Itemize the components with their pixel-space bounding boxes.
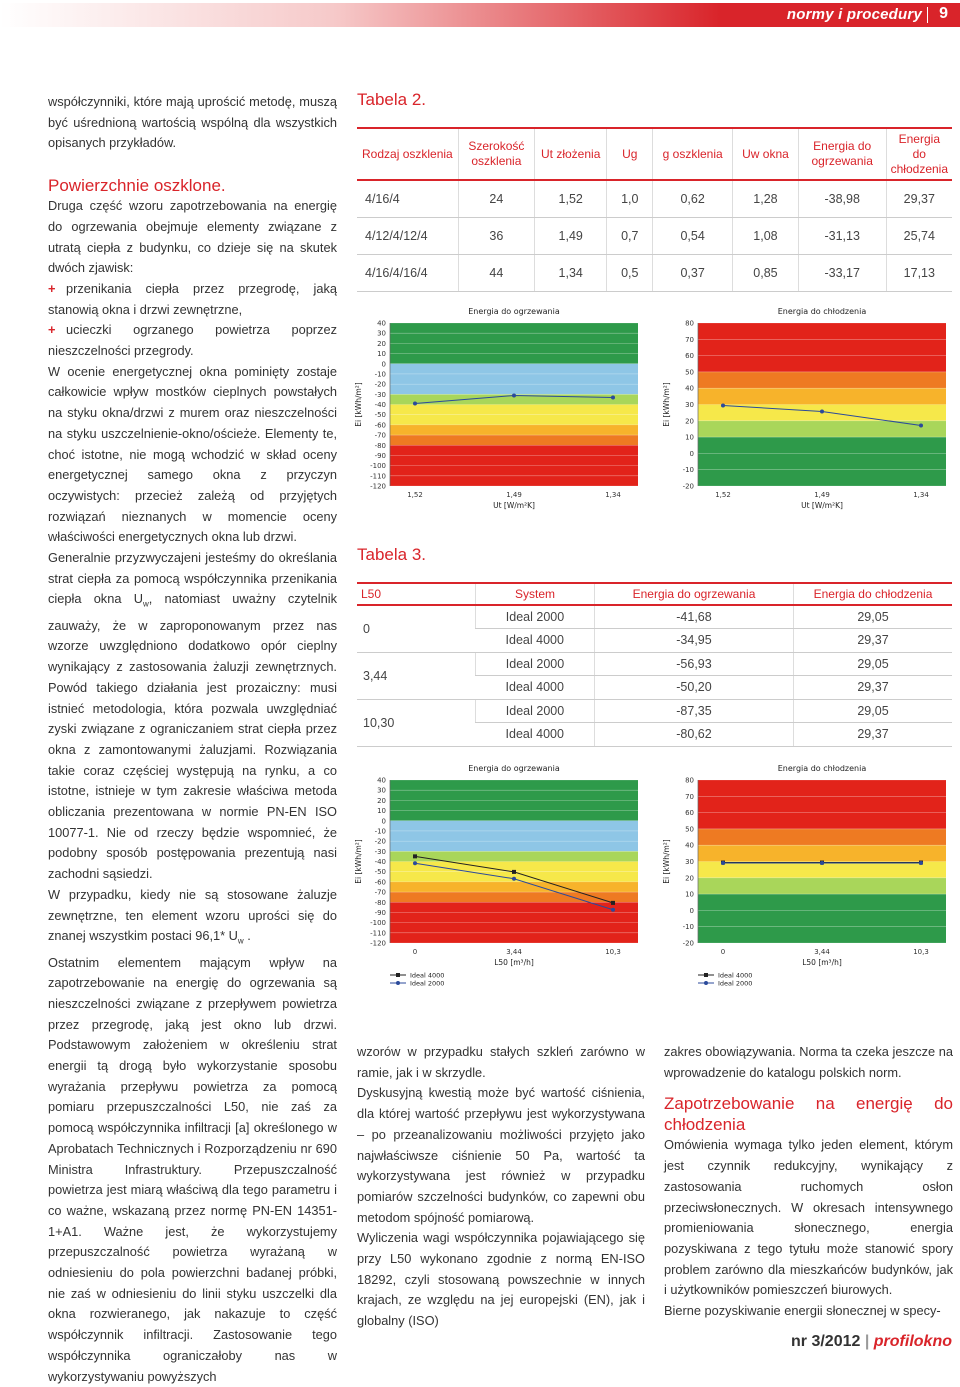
table-cell: 29,37 [794, 676, 953, 700]
color-band [390, 333, 638, 343]
text-run: . [243, 928, 251, 944]
l50-cell: 3,44 [357, 652, 476, 699]
color-band [698, 813, 946, 829]
table-2 [357, 127, 952, 292]
y-axis-label: Ei [kWh/m²] [354, 382, 363, 427]
table-cell: -56,93 [595, 652, 794, 676]
table-cell: 1,08 [733, 217, 799, 254]
y-tick-label: -10 [374, 827, 386, 836]
color-band [390, 902, 638, 912]
paragraph: wzorów w przypadku stałych szkleń zarówno w ramie, jak i w skrzydle. [357, 1044, 645, 1080]
paragraph: Ostatnim elementem mającym wpływ na zapotrzebowanie na energię do ogrzewania są nieszczelności związane z przepływem powietrza przez przegrodę, jaką jest okno lub drzwi. Podstawowym założeniem w określeniu strat energii tą drogą było wykorzystanie sposobu wyrażania przepływu powietrza za pomocą pomiaru przepuszczalności L50, nie zaś za pomocą współczynnika infiltracji [a] określonego w Aprobatach Technicznych i Rozporządzeniu nr 690 Ministra Infrastruktury. Przepuszczalność powietrza jest miarą właściwą dla tego parametru i co ważne, wskazaną przez normę PN-EN 14351-1+A1. Ważne jest, że wykorzystujemy przepuszczalność powietrza wyrażaną w odniesieniu do pola powierzchni badanej próbki, nie zaś w odniesieniu do linii styku uszczelki dla okna rozwieranego, jak nakazuje to część współczynnik infiltracji. Zastosowanie tego współczynnika ograniczałoby nas w wykorzystywaniu powyższych [48, 954, 337, 1384]
col-header: Ut złożenia [535, 128, 607, 180]
table-2-title: Tabela 2. [357, 90, 426, 109]
chart-title: Energia do ogrzewania [468, 764, 560, 773]
color-band [390, 933, 638, 943]
color-band [390, 841, 638, 851]
subscript: w [142, 600, 149, 610]
table-cell: 29,05 [794, 699, 953, 723]
table-cell: -50,20 [595, 676, 794, 700]
section-title: normy i procedury [786, 6, 922, 23]
paragraph: Bierne pozyskiwanie energii słonecznej w specy- [664, 1303, 941, 1319]
table-cell: Ideal 4000 [476, 629, 595, 653]
x-axis-label: L50 [m³/h] [802, 958, 842, 967]
page-number: 9 [939, 5, 948, 22]
data-point [919, 861, 923, 865]
paragraph: Wyliczenia wagi współczynnika pojawiającego się przy L50 wykonano zgodnie z normą EN-ISO 18292, czyli stosowaną powszechnie w innych krajach, ze względu na jej europejski (EN), jak i globalny (ISO) [357, 1230, 645, 1329]
color-band [390, 354, 638, 364]
chart-cooling-ut [660, 303, 960, 515]
y-tick-label: 0 [381, 360, 386, 369]
y-tick-label: -10 [682, 466, 694, 475]
data-point [413, 401, 417, 405]
data-point [512, 393, 516, 397]
table-cell: 1,49 [535, 217, 607, 254]
legend-marker [396, 981, 400, 985]
color-band [698, 910, 946, 926]
col-header: Rodzaj oszklenia [357, 128, 458, 180]
y-tick-label: -70 [374, 431, 386, 440]
y-tick-label: 30 [377, 786, 386, 795]
color-band [390, 425, 638, 435]
y-tick-label: 30 [377, 329, 386, 338]
paragraph: współczynniki, które mają uprościć metodę, muszą być uśrednioną wartością wspólną dla wszystkich opisanych przykładów. [48, 94, 337, 151]
table-cell: Ideal 4000 [476, 723, 595, 747]
y-tick-label: 50 [685, 825, 694, 834]
table-cell: 4/12/4/12/4 [357, 217, 458, 254]
y-tick-label: -90 [374, 451, 386, 460]
paragraph: Dyskusyjną kwestią może być wartość ciśnienia, dla której wartość przepływu jest wykorzystywana – po przeanalizowaniu możliwości przyjęto jako najwłaściwsze ciśnienie 50 Pa, wartość ta wykorzystywana jest również w przypadku pomiarów szczelności budynków, co zapewni obu metodom spójność pomiarową. [357, 1085, 645, 1225]
color-band [698, 437, 946, 453]
table-cell: 36 [458, 217, 534, 254]
table-cell: 1,52 [535, 180, 607, 217]
color-band [390, 323, 638, 333]
col-header [357, 583, 476, 605]
y-tick-label: -100 [370, 462, 386, 471]
x-tick-label: 1,52 [715, 491, 731, 499]
legend-marker [704, 981, 708, 985]
y-tick-label: 50 [685, 368, 694, 377]
color-band [698, 829, 946, 845]
y-tick-label: 30 [685, 858, 694, 866]
paragraph: zakres obowiązywania. Norma ta czeka jeszcze na wprowadzenie do katalogu polskich norm. [664, 1044, 953, 1080]
table-3 [357, 582, 952, 747]
y-tick-label: 0 [381, 817, 386, 826]
y-tick-label: -70 [374, 888, 386, 897]
y-tick-label: -80 [374, 898, 386, 907]
page-header [0, 0, 960, 30]
color-band [698, 339, 946, 355]
middle-column [357, 1042, 645, 1332]
data-point [413, 854, 417, 858]
data-point [512, 870, 516, 874]
table-cell: -80,62 [595, 723, 794, 747]
y-tick-label: 40 [685, 384, 694, 393]
l50-cell: 10,30 [357, 699, 476, 746]
data-point [721, 404, 725, 408]
y-tick-label: 10 [685, 890, 694, 899]
data-point [611, 396, 615, 400]
table-cell: -41,68 [595, 605, 794, 629]
y-tick-label: -10 [374, 370, 386, 379]
color-band [390, 374, 638, 384]
col-header: System [476, 583, 595, 605]
list-item-text: ucieczki ogrzanego powietrza poprzez nieszczelności przegrody. [48, 322, 337, 359]
color-band [698, 323, 946, 339]
y-tick-label: -110 [370, 929, 386, 938]
table-cell: -31,13 [798, 217, 886, 254]
subscript: w [237, 936, 244, 946]
issue-number: nr 3/2012 [791, 1333, 861, 1350]
legend-label: Ideal 2000 [718, 979, 753, 988]
x-tick-label: 3,44 [506, 948, 522, 956]
color-band [390, 415, 638, 425]
y-tick-label: -100 [370, 919, 386, 928]
table-cell: -87,35 [595, 699, 794, 723]
color-band [390, 851, 638, 861]
color-band [698, 845, 946, 861]
plus-icon: + [48, 322, 56, 338]
table-row [357, 180, 952, 217]
x-axis-label: Ut [W/m²K] [493, 501, 535, 510]
y-axis-label: Ei [kWh/m²] [662, 839, 671, 884]
data-point [611, 908, 615, 912]
table-header-row [357, 583, 952, 605]
text-run: W przypadku, kiedy nie są stosowane żaluzje zewnętrzne, ten element wzoru uprości się do znanej wszystkim postaci 96,1* U [48, 886, 337, 944]
y-tick-label: -40 [374, 401, 386, 409]
x-tick-label: 0 [720, 948, 726, 956]
brand-logo: profilokno [873, 1333, 952, 1350]
table-cell: Ideal 2000 [476, 699, 595, 723]
table-cell: 0,37 [653, 254, 733, 291]
color-band [390, 405, 638, 415]
paragraph [48, 885, 337, 953]
y-tick-label: 10 [377, 807, 386, 816]
data-point [413, 861, 417, 865]
table-header-row [357, 128, 952, 180]
y-tick-label: -60 [374, 421, 386, 430]
color-band [698, 796, 946, 812]
data-point [611, 901, 615, 905]
col-header: Energia do chłodzenia [886, 128, 952, 180]
x-tick-label: 10,3 [913, 948, 929, 956]
plus-icon: + [48, 280, 56, 296]
x-axis-label: Ut [W/m²K] [801, 501, 843, 510]
table-cell: 0,5 [607, 254, 653, 291]
color-band [698, 372, 946, 388]
paragraph: Omówienia wymaga tylko jeden element, którym jest czynnik redukcyjny, wynikający z zastosowania ruchomych osłon przeciwsłonecznych. W okresach intensywnego promieniowania słonecznego, energia pozyskiwana z tego tytułu może stanowić spory problem zarówno dla mieszkańców budynków, jak i użytkowników pomieszczeń biurowych. [664, 1137, 953, 1298]
y-tick-label: -90 [374, 908, 386, 917]
table-row [357, 605, 952, 629]
x-tick-label: 0 [412, 948, 418, 956]
y-axis-label: Ei [kWh/m²] [662, 382, 671, 427]
spacer [48, 154, 337, 175]
text-run: Generalnie przyzwyczajeni jesteśmy do określania strat ciepła za pomocą współczynnika przenikania ciepła okna U [48, 550, 337, 607]
table-cell: Ideal 4000 [476, 676, 595, 700]
col-header: Szerokość oszklenia [458, 128, 534, 180]
left-column [48, 92, 337, 1387]
table-cell: 29,37 [886, 180, 952, 217]
table-row [357, 217, 952, 254]
color-band [390, 821, 638, 831]
col-header: Energia do chłodzenia [794, 583, 953, 605]
y-tick-label: 40 [377, 776, 386, 785]
table-cell: 29,05 [794, 605, 953, 629]
col-header: Energia do ogrzewania [798, 128, 886, 180]
paragraph: W ocenie energetycznej okna pominięty zostaje całkowicie wpływ mostków cieplnych powstałych na styku okna/drzwi z murem oraz nieszczelności na styku uszczelnienie-okno/ościeże. Elementy te, choć istotne, nie mogą wchodzić w skład oceny energetycznej samego okna z przyczyn oczywistych: przecież zależą od przyjętych rozwiązań nieznanych w momencie oceny właściwości energetycznych okna lub drzwi. [48, 363, 337, 545]
y-tick-label: -50 [374, 411, 386, 420]
y-tick-label: 10 [685, 433, 694, 442]
section-heading: Powierzchnie oszklone. [48, 176, 226, 196]
data-point [512, 877, 516, 881]
section-heading: Zapotrzebowanie na energię do chłodzenia [664, 1094, 953, 1135]
chart-cooling-l50 [660, 760, 960, 990]
chart-title: Energia do ogrzewania [468, 307, 560, 316]
color-band [698, 927, 946, 943]
color-band [390, 445, 638, 455]
y-tick-label: -10 [682, 923, 694, 932]
color-band [390, 882, 638, 892]
data-point [820, 409, 824, 413]
table-cell: 44 [458, 254, 534, 291]
color-band [390, 800, 638, 810]
y-tick-label: -120 [370, 482, 386, 491]
data-point [721, 861, 725, 865]
col-header: g oszklenia [653, 128, 733, 180]
table-cell: 24 [458, 180, 534, 217]
legend-label: Ideal 2000 [410, 979, 445, 988]
x-tick-label: 1,49 [814, 491, 830, 499]
table-cell: 1,34 [535, 254, 607, 291]
y-tick-label: 40 [685, 841, 694, 850]
color-band [698, 453, 946, 469]
y-tick-label: 60 [685, 809, 694, 818]
table-cell: Ideal 2000 [476, 652, 595, 676]
color-band [390, 780, 638, 790]
color-band [390, 831, 638, 841]
col-header: Ug [607, 128, 653, 180]
table-cell: 29,37 [794, 723, 953, 747]
y-tick-label: -80 [374, 441, 386, 450]
y-tick-label: -30 [374, 390, 386, 399]
y-tick-label: 0 [689, 449, 694, 458]
y-tick-label: 0 [689, 906, 694, 915]
table-cell: 0,62 [653, 180, 733, 217]
y-tick-label: 80 [685, 319, 694, 328]
color-band [698, 388, 946, 404]
color-band [698, 470, 946, 486]
y-tick-label: -110 [370, 472, 386, 481]
x-axis-label: L50 [m³/h] [494, 958, 534, 967]
x-tick-label: 10,3 [605, 948, 621, 956]
col-header: Energia do ogrzewania [595, 583, 794, 605]
table-cell: 17,13 [886, 254, 952, 291]
table-cell: 0,7 [607, 217, 653, 254]
color-band [390, 435, 638, 445]
legend-marker [396, 973, 400, 977]
x-tick-label: 1,34 [913, 491, 929, 499]
color-band [390, 455, 638, 465]
color-band [390, 476, 638, 486]
x-tick-label: 1,34 [605, 491, 621, 499]
y-tick-label: 40 [377, 319, 386, 328]
y-tick-label: 10 [377, 350, 386, 359]
footer: nr 3/2012 | profilokno [791, 1333, 952, 1350]
l50-cell: 0 [357, 605, 476, 652]
color-band [390, 790, 638, 800]
legend-marker [704, 973, 708, 977]
color-band [390, 364, 638, 374]
table-row [357, 254, 952, 291]
x-tick-label: 1,52 [407, 491, 423, 499]
y-tick-label: 70 [685, 792, 694, 801]
y-tick-label: -20 [374, 837, 386, 846]
table-cell: 4/16/4/16/4 [357, 254, 458, 291]
y-tick-label: 20 [377, 339, 386, 348]
table-cell: 25,74 [886, 217, 952, 254]
color-band [390, 912, 638, 922]
y-tick-label: -20 [682, 482, 694, 491]
table-3-title: Tabela 3. [357, 545, 426, 564]
y-tick-label: -40 [374, 858, 386, 866]
table-cell: 29,05 [794, 652, 953, 676]
data-point [919, 423, 923, 427]
chart-title: Energia do chłodzenia [777, 307, 867, 316]
table-row [357, 699, 952, 723]
legend-label: Ideal 4000 [410, 971, 445, 980]
y-tick-label: 20 [685, 417, 694, 426]
y-tick-label: 20 [377, 796, 386, 805]
list-item [48, 279, 337, 320]
color-band [390, 466, 638, 476]
table-cell: 29,37 [794, 629, 953, 653]
y-tick-label: 60 [685, 352, 694, 361]
y-axis-label: Ei [kWh/m²] [354, 839, 363, 884]
color-band [390, 343, 638, 353]
table-cell: -33,17 [798, 254, 886, 291]
chart-heating-l50 [352, 760, 652, 990]
col-header: Uw okna [733, 128, 799, 180]
paragraph [48, 548, 337, 885]
color-band [390, 923, 638, 933]
table-cell: 4/16/4 [357, 180, 458, 217]
y-tick-label: 20 [685, 874, 694, 883]
color-band [390, 892, 638, 902]
x-tick-label: 1,49 [506, 491, 522, 499]
y-tick-label: -60 [374, 878, 386, 887]
y-tick-label: -120 [370, 939, 386, 948]
y-tick-label: -20 [682, 939, 694, 948]
table-cell: -34,95 [595, 629, 794, 653]
legend-label: Ideal 4000 [718, 971, 753, 980]
color-band [390, 384, 638, 394]
y-tick-label: -30 [374, 847, 386, 856]
table-cell: 0,54 [653, 217, 733, 254]
header-divider [927, 7, 928, 23]
text-run: , natomiast uważny czytelnik zauważy, że w zaproponowanym przez nas wzorze uwzględniono dodatkowo opór cieplny wynikający z zastosowania żaluzji zewnętrznych. Powód takiego działania jest prozaiczny: musi istnieć metodologia, która pozwala uwzględniać zyski związane z ograniczaniem strat ciepła przez okna z zamontowanymi żaluzjami. Rozwiązania takie coraz częściej występują na rynku, a co istotne, istnieje w tym zakresie właściwa metoda obliczania prezentowana w normie PN-EN ISO 10077-1. Nie od rzeczy będzie wspomnieć, że podobny sposób postępowania prezentują nasi zachodni sąsiedzi. [48, 591, 337, 882]
paragraph: Druga część wzoru zapotrzebowania na energię do ogrzewania obejmuje elementy związane z utratą ciepła z budynku, co dzieje się na skutek dwóch zjawisk: [48, 198, 337, 276]
chart-heating-ut [352, 303, 652, 515]
color-band [698, 878, 946, 894]
y-tick-label: -20 [374, 380, 386, 389]
table-cell: Ideal 2000 [476, 605, 595, 629]
chart-title: Energia do chłodzenia [777, 764, 867, 773]
table-cell: 1,0 [607, 180, 653, 217]
color-band [390, 811, 638, 821]
right-column [664, 1042, 953, 1322]
table-cell: 1,28 [733, 180, 799, 217]
table-cell: 0,85 [733, 254, 799, 291]
table-cell: -38,98 [798, 180, 886, 217]
list-item [48, 320, 337, 361]
y-tick-label: -50 [374, 868, 386, 877]
table-row [357, 652, 952, 676]
color-band [698, 894, 946, 910]
color-band [698, 780, 946, 796]
x-tick-label: 3,44 [814, 948, 830, 956]
spacer [664, 1083, 953, 1093]
color-band [698, 356, 946, 372]
l50-header: L50 [361, 586, 382, 601]
data-point [820, 861, 824, 865]
y-tick-label: 80 [685, 776, 694, 785]
list-item-text: przenikania ciepła przez przegrodę, jaką stanowią okna i drzwi zewnętrzne, [48, 280, 337, 317]
y-tick-label: 70 [685, 335, 694, 344]
y-tick-label: 30 [685, 401, 694, 409]
